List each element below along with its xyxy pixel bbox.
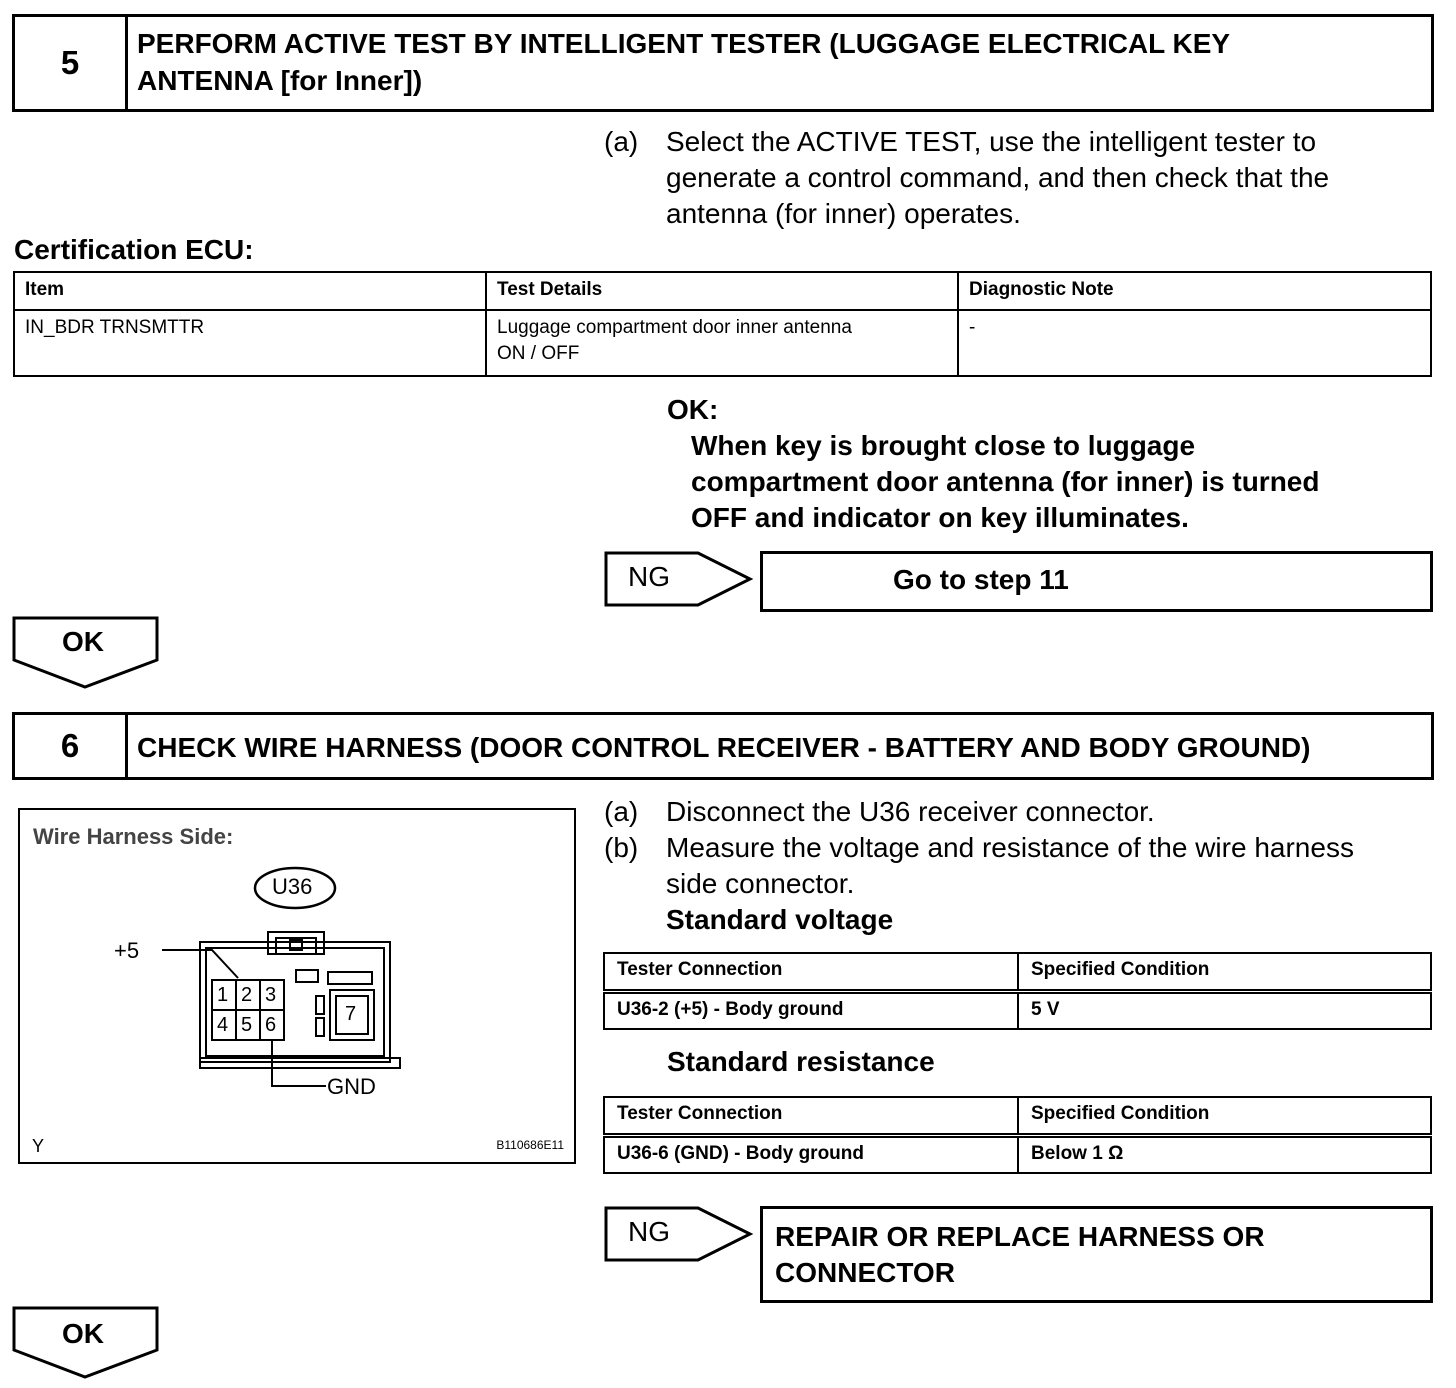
table-header-row <box>14 272 1431 310</box>
standard-resistance-table <box>603 1096 1432 1174</box>
ng-arrow-button[interactable] <box>604 1206 754 1262</box>
header-tester-connection: Tester Connection <box>604 1097 1018 1135</box>
cell-tester-connection: U36-2 (+5) - Body ground <box>604 991 1018 1029</box>
connector-drawing <box>20 810 574 1162</box>
plus5-label: +5 <box>114 938 140 963</box>
ng-target-box[interactable] <box>760 1206 1433 1303</box>
step-number: 5 <box>15 17 128 109</box>
ok-condition-label: OK: <box>667 394 719 425</box>
pin-3: 3 <box>265 984 277 1006</box>
table-header-row <box>604 953 1431 991</box>
ok-condition: OK: When key is brought close to luggage compartment door antenna (for inner) is turned OFF and indicator on key illuminates. <box>667 392 1427 536</box>
step-number: 6 <box>15 715 128 777</box>
pin-2: 2 <box>241 984 253 1006</box>
pin-1: 1 <box>217 984 229 1006</box>
step-title: PERFORM ACTIVE TEST BY INTELLIGENT TESTER (LUGGAGE ELECTRICAL KEY ANTENNA [for Inner]) <box>137 28 1231 96</box>
cell-tester-connection: U36-6 (GND) - Body ground <box>604 1135 1018 1173</box>
ng-target-text: Go to step 11 <box>893 564 1069 595</box>
certification-ecu-table <box>13 271 1432 377</box>
instruction-label: (a) <box>604 796 639 827</box>
ng-label: NG <box>628 1216 670 1247</box>
cell-specified-condition: Below 1 Ω <box>1018 1135 1431 1173</box>
header-tester-connection: Tester Connection <box>604 953 1018 991</box>
corner-letter: Y <box>32 1136 45 1156</box>
header-specified-condition: Specified Condition <box>1018 1097 1431 1135</box>
ng-arrow-shape <box>604 551 754 607</box>
table-header-row <box>604 1097 1431 1135</box>
pin-5: 5 <box>241 1014 253 1036</box>
header-specified-condition: Specified Condition <box>1018 953 1431 991</box>
ok-arrow-button[interactable] <box>12 1306 160 1380</box>
pin-7: 7 <box>345 1003 357 1025</box>
pin-4: 4 <box>217 1014 229 1036</box>
step-6-header <box>12 712 1434 780</box>
step-6-instructions <box>604 794 1434 934</box>
diagram-heading: Wire Harness Side: <box>33 824 234 849</box>
table-title: Certification ECU: <box>14 234 254 265</box>
header-test-details: Test Details <box>486 272 958 310</box>
table-row <box>604 1135 1431 1173</box>
ng-label: NG <box>628 561 670 592</box>
ok-label: OK <box>62 626 104 657</box>
ng-target-text: REPAIR OR REPLACE HARNESS OR CONNECTOR <box>775 1221 1265 1288</box>
step-5-header <box>12 14 1434 112</box>
wire-harness-diagram <box>18 808 576 1164</box>
instruction-text: Disconnect the U36 receiver connector. <box>666 796 1155 827</box>
header-diagnostic-note: Diagnostic Note <box>958 272 1431 310</box>
ng-arrow-button[interactable] <box>604 551 754 607</box>
voltage-heading: Standard voltage <box>666 904 894 935</box>
resistance-heading: Standard resistance <box>667 1046 935 1077</box>
connector-label: U36 <box>272 874 313 899</box>
connector-body <box>200 932 400 1068</box>
ok-arrow-button[interactable] <box>12 616 160 690</box>
instruction-label: (b) <box>604 832 639 863</box>
table-row <box>14 310 1431 376</box>
ng-arrow-shape <box>604 1206 754 1262</box>
step-title: CHECK WIRE HARNESS (DOOR CONTROL RECEIVER - BATTERY AND BODY GROUND) <box>137 732 1311 763</box>
pin-6: 6 <box>265 1014 277 1036</box>
cell-diagnostic-note: - <box>958 310 1431 376</box>
ok-label: OK <box>62 1318 104 1349</box>
header-item: Item <box>14 272 486 310</box>
instruction-label: (a) <box>604 126 639 157</box>
cell-item: IN_BDR TRNSMTTR <box>14 310 486 376</box>
gnd-label: GND <box>327 1074 376 1099</box>
cell-specified-condition: 5 V <box>1018 991 1431 1029</box>
cell-test-details: Luggage compartment door inner antenna ON / OFF <box>486 310 958 376</box>
standard-voltage-table <box>603 952 1432 1030</box>
ng-target-box[interactable] <box>760 551 1433 612</box>
table-row <box>604 991 1431 1029</box>
instruction-text: Measure the voltage and resistance of the wire harness side connector. <box>666 832 1354 899</box>
figure-code: B110686E11 <box>496 1138 564 1152</box>
